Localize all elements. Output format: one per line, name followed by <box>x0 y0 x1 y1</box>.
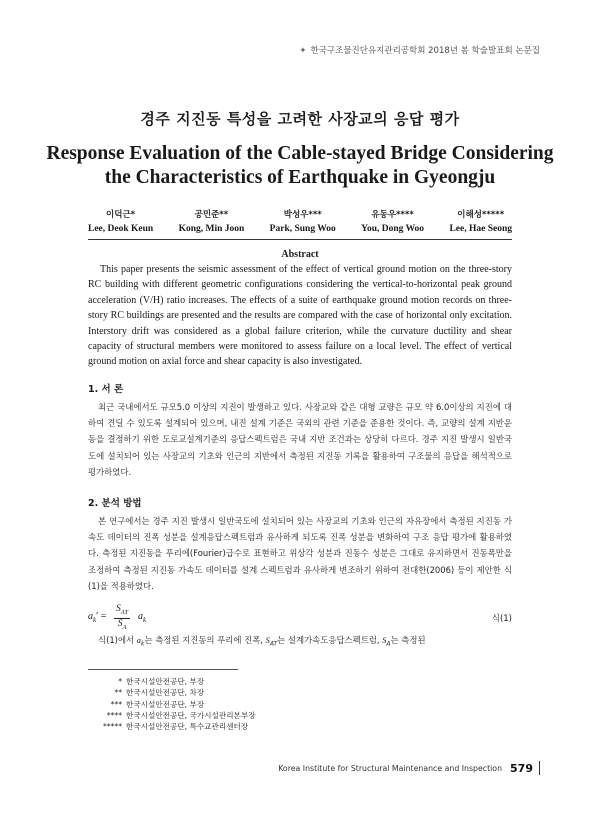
author-list <box>88 208 512 236</box>
author <box>449 208 512 236</box>
author-korean-name: 이해성***** <box>457 210 505 220</box>
author-english-name: Lee, Deok Keun <box>88 224 154 234</box>
footer-bar <box>539 761 540 775</box>
equation-explanation: 식(1)에서 $a_k$는 측정된 지진동의 푸리에 진폭, $S_{AT}$는 설계가속도응답스펙트럼, $S_A$는 측정된 <box>98 635 426 648</box>
abstract-text: This paper presents the seismic assessment of the effect of vertical ground motion on the three-story RC building with different geometric configurations considering the vertical-to-horizontal peak ground acceleration (V/H) ratio increases. The effects of a suite of earthquake ground motion records on three-story RC buildings are presented and the results are compared with the case of horizontal only excitation. Interstory drift was considered as a global failure criterion, while the curvature ductility and shear capacity of structural members were monitored to assess failure on a local level. The effect of vertical ground motion on axial force and shear capacity is also investigated. <box>88 264 512 368</box>
author-korean-name: 이덕근* <box>106 210 136 220</box>
english-title-line2: the Characteristics of Earthquake in Gyeongju <box>104 167 496 188</box>
section-2-heading: 2. 분석 방법 <box>88 498 142 509</box>
page-footer <box>278 761 540 775</box>
equation-lhs: $a_k'$ = <box>88 611 107 624</box>
equation-number: 식(1) <box>491 614 512 624</box>
footnote: * 한국시설안전공단, 부장 <box>118 677 205 686</box>
equation-fraction <box>114 604 130 633</box>
footer-institute: Korea Institute for Structural Maintenance and Inspection <box>278 763 503 773</box>
author-english-name: Kong, Min Joon <box>178 224 245 234</box>
footnote: **** 한국시설안전공단, 국가시설관리본부장 <box>106 710 256 720</box>
section-2-text: 본 연구에서는 경주 지진 발생시 일반국도에 설치되어 있는 사장교의 기초와 인근의 자유장에서 측정된 지진동 가속도 데이터의 진폭 성분을 설계응답스펙트럼과 유사하게 되도록 진폭 성분을 변화하여 구조 응답 평가에 활용하였다. 측정된 지진동을 푸리에(Fourier)급수로 표현하고 위상각 성분과 진동수 성분은 그대로 유지하면서 진동폭만을 조정하여 측정된 지진동 가속도 데이터를 설계 스펙트럼과 유사하게 변조하기 위하여 전대한(2006) 등이 제안한 식(1)을 적용하였다. <box>88 516 512 591</box>
footnote: ** 한국시설안전공단, 차장 <box>114 688 205 698</box>
journal-logo-icon: ✦ <box>299 46 307 56</box>
equation-rhs: $a_k$ <box>138 611 147 624</box>
footnote: *** 한국시설안전공단, 부장 <box>110 699 205 709</box>
footnote-divider <box>88 669 238 670</box>
equation-denominator: $S_A$ <box>117 618 127 631</box>
author <box>270 208 336 236</box>
equation-1 <box>88 605 512 629</box>
author-english-name: You, Dong Woo <box>361 224 425 234</box>
section-1-heading: 1. 서 론 <box>88 384 124 395</box>
author-korean-name: 박성우*** <box>283 210 322 220</box>
page-number: 579 <box>510 761 533 775</box>
korean-title: 경주 지진동 특성을 고려한 사장교의 응답 평가 <box>140 110 460 128</box>
abstract-heading: Abstract <box>281 249 319 260</box>
author <box>179 208 245 236</box>
author-english-name: Lee, Hae Seong <box>449 224 512 234</box>
author-divider <box>88 239 512 240</box>
equation-numerator: $S_{AT}$ <box>114 604 130 619</box>
footnote: ***** 한국시설안전공단, 특수교관리센터장 <box>103 722 249 732</box>
footnote-list <box>88 676 308 732</box>
author-korean-name: 공민준** <box>194 210 229 220</box>
section-1-text: 최근 국내에서도 규모5.0 이상의 지진이 발생하고 있다. 사장교와 같은 대형 교량은 규모 약 6.0이상의 지진에 대하여 견딜 수 있도록 설계되어 있으며, 내진 설계 기준은 국외의 관련 기준을 준용한 것이다. 즉, 교량의 설계 지반운동을 결정하기 위한 도로교설계기준의 응답스펙트럼은 국내 지반 조건과는 상당히 다르다. 경주 지진 발생시 일반국도에 설치되어 있는 사장교의 기초와 인근의 지반에서 측정된 지진동 기록을 활용하여 구조물의 응답을 해석적으로 평가하였다. <box>88 402 512 477</box>
english-title <box>0 142 600 190</box>
journal-name: 한국구조물진단유지관리공학회 2018년 봄 학술발표회 논문집 <box>310 46 540 56</box>
author <box>361 208 424 236</box>
author <box>88 208 153 236</box>
running-header <box>299 44 540 56</box>
english-title-line1: Response Evaluation of the Cable-stayed Bridge Considering <box>46 143 554 164</box>
author-korean-name: 유동우**** <box>371 210 414 220</box>
author-english-name: Park, Sung Woo <box>269 224 336 234</box>
